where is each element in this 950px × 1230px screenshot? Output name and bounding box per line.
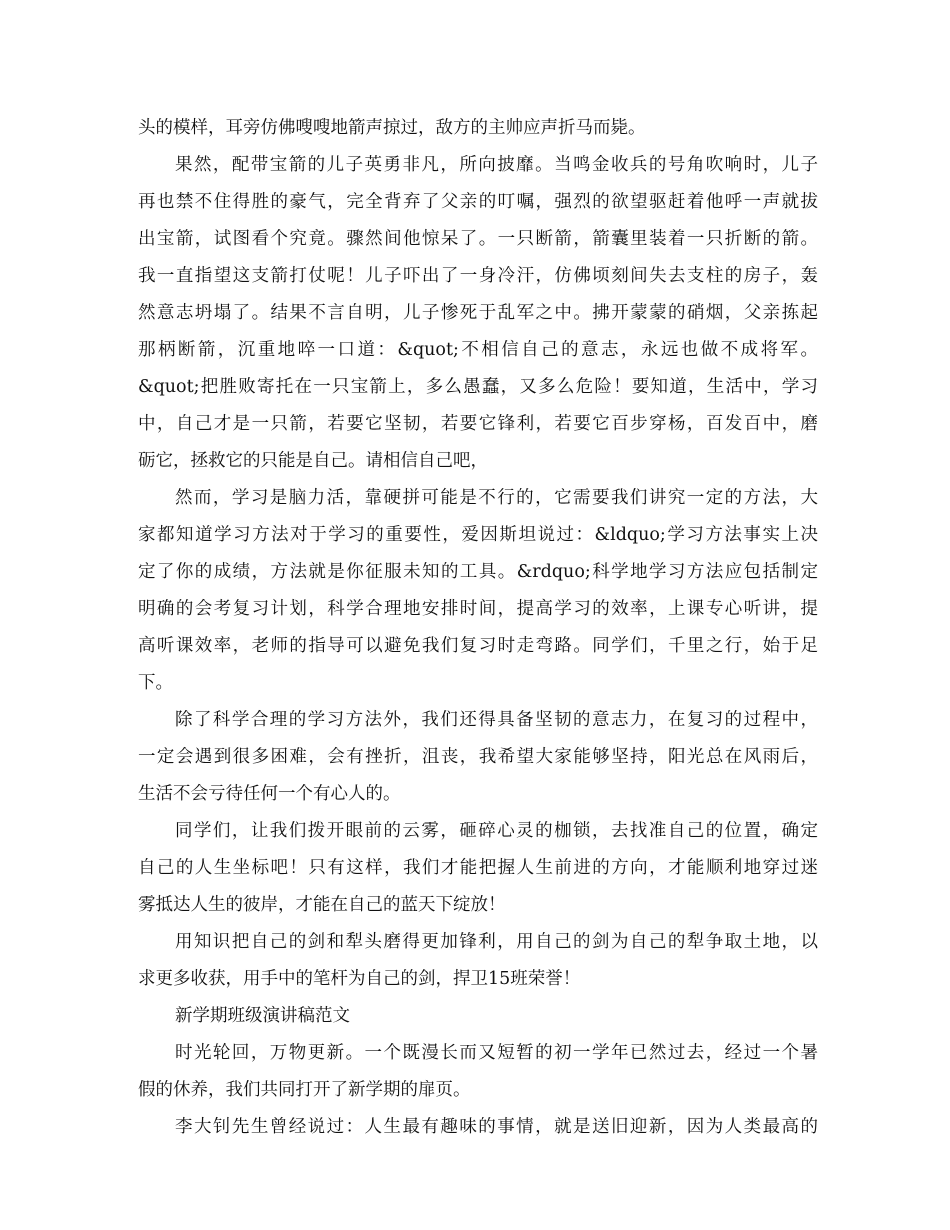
text-line-28: 李大钊先生曾经说过：人生最有趣味的事情，就是送旧迎新，因为人类最高的: [175, 1117, 818, 1137]
text-line-5: 我一直指望这支箭打仗呢！儿子吓出了一身冷汗，仿佛顷刻间失去支柱的房子，轰: [138, 266, 818, 286]
section-heading: 新学期班级演讲稿范文: [175, 1006, 350, 1026]
text-line-22: 雾抵达人生的彼岸，才能在自己的蓝天下绽放！: [138, 895, 506, 915]
text-line-7: 那柄断箭，沉重地啐一口道：&quot;不相信自己的意志，永远也做不成将军。: [138, 340, 818, 360]
text-line-8: &quot;把胜败寄托在一只宝箭上，多么愚蠢，又多么危险！要知道，生活中，学习: [138, 377, 818, 397]
text-line-16: 下。: [138, 673, 173, 693]
text-line-19: 生活不会亏待任何一个有心人的。: [138, 784, 401, 804]
text-line-24: 求更多收获，用手中的笔杆为自己的剑，捍卫15班荣誉！: [138, 969, 581, 989]
text-line-10: 砺它，拯救它的只能是自己。请相信自己吧，: [138, 451, 488, 471]
text-line-12: 家都知道学习方法对于学习的重要性，爱因斯坦说过：&ldquo;学习方法事实上决: [138, 525, 818, 545]
text-line-2: 果然，配带宝箭的儿子英勇非凡，所向披靡。当鸣金收兵的号角吹响时，儿子: [175, 155, 818, 175]
text-line-21: 自己的人生坐标吧！只有这样，我们才能把握人生前进的方向，才能顺利地穿过迷: [138, 858, 818, 878]
text-line-26: 时光轮回，万物更新。一个既漫长而又短暂的初一学年已然过去，经过一个暑: [175, 1043, 818, 1063]
text-line-27: 假的休养，我们共同打开了新学期的扉页。: [138, 1080, 471, 1100]
text-line-13: 定了你的成绩，方法就是你征服未知的工具。&rdquo;科学地学习方法应包括制定: [138, 562, 818, 582]
text-line-3: 再也禁不住得胜的豪气，完全背弃了父亲的叮嘱，强烈的欲望驱赶着他呼一声就拔: [138, 192, 818, 212]
document-body: [138, 110, 818, 1146]
text-line-17: 除了科学合理的学习方法外，我们还得具备坚韧的意志力，在复习的过程中，: [175, 710, 818, 730]
text-line-18: 一定会遇到很多困难，会有挫折，沮丧，我希望大家能够坚持，阳光总在风雨后，: [138, 747, 818, 767]
text-line-4: 出宝箭，试图看个究竟。骤然间他惊呆了。一只断箭，箭囊里装着一只折断的箭。: [138, 229, 818, 249]
text-line-14: 明确的会考复习计划，科学合理地安排时间，提高学习的效率，上课专心听讲，提: [138, 599, 818, 619]
text-line-20: 同学们，让我们拨开眼前的云雾，砸碎心灵的枷锁，去找准自己的位置，确定: [175, 821, 818, 841]
text-line-15: 高听课效率，老师的指导可以避免我们复习时走弯路。同学们，千里之行，始于足: [138, 636, 818, 656]
text-line-6: 然意志坍塌了。结果不言自明，儿子惨死于乱军之中。拂开蒙蒙的硝烟，父亲拣起: [138, 303, 818, 323]
text-line-1: 头的模样，耳旁仿佛嗖嗖地箭声掠过，敌方的主帅应声折马而毙。: [138, 118, 646, 138]
text-line-23: 用知识把自己的剑和犁头磨得更加锋利，用自己的剑为自己的犁争取土地，以: [175, 932, 818, 952]
text-line-11: 然而，学习是脑力活，靠硬拼可能是不行的，它需要我们讲究一定的方法，大: [175, 488, 818, 508]
text-line-9: 中，自己才是一只箭，若要它坚韧，若要它锋利，若要它百步穿杨，百发百中，磨: [138, 414, 818, 434]
